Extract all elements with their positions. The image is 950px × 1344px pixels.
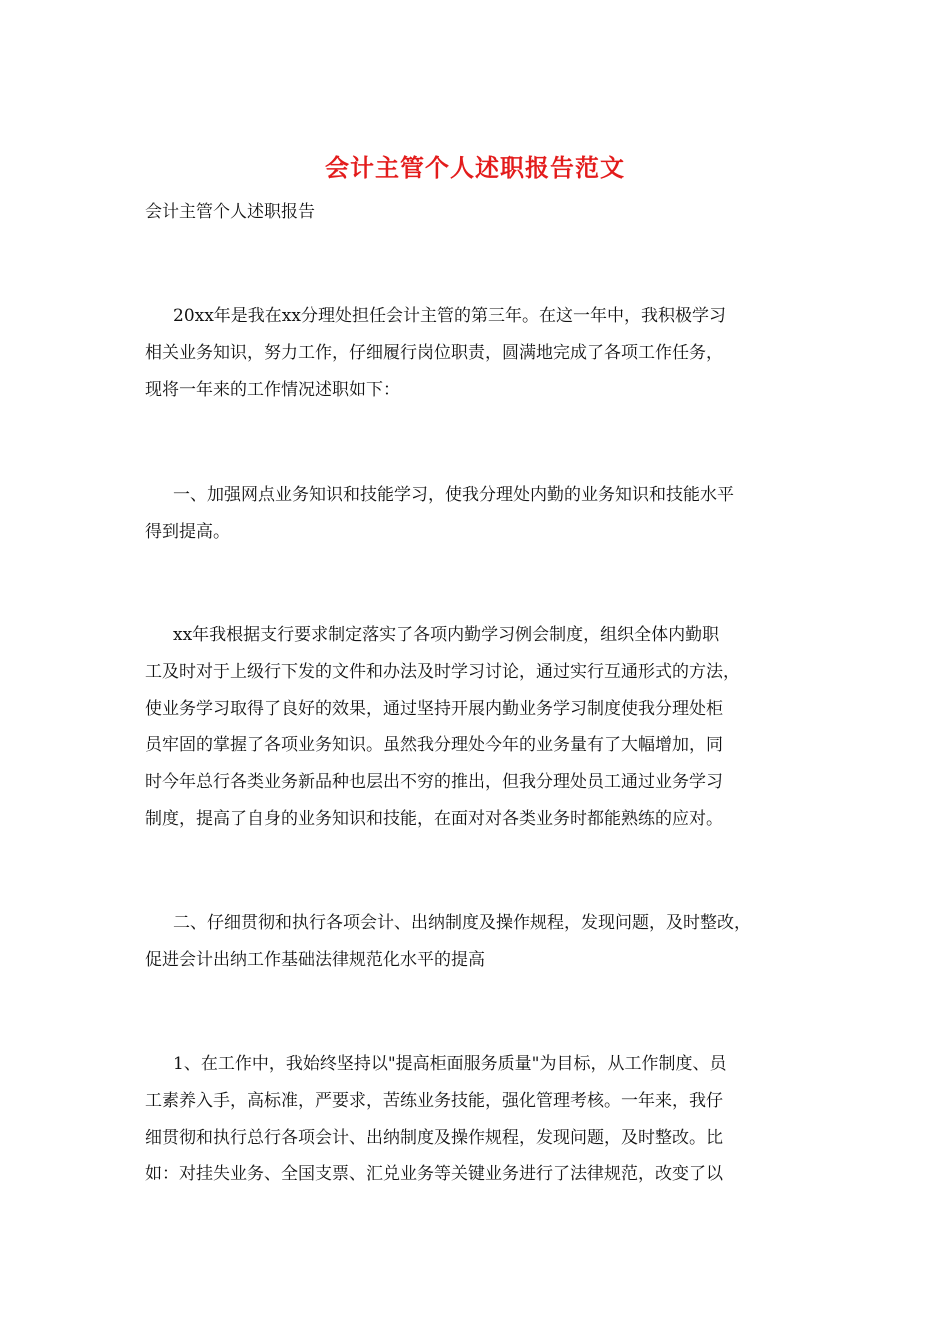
section-heading-1 [145, 477, 835, 551]
paragraph-line: 细贯彻和执行总行各项会计、出纳制度及操作规程，发现问题，及时整改。比 [145, 1127, 723, 1148]
paragraph-line: 20xx年是我在xx分理处担任会计主管的第三年。在这一年中，我积极学习 [173, 306, 726, 326]
paragraph-line: 二、仔细贯彻和执行各项会计、出纳制度及操作规程，发现问题，及时整改， [173, 913, 751, 933]
paragraph-line: 得到提高。 [145, 521, 230, 542]
paragraph-line: 使业务学习取得了良好的效果，通过坚持开展内勤业务学习制度使我分理处柜 [145, 698, 723, 719]
paragraph-line: 相关业务知识，努力工作，仔细履行岗位职责，圆满地完成了各项工作任务， [145, 342, 723, 363]
paragraph-line: 促进会计出纳工作基础法律规范化水平的提高 [145, 949, 485, 970]
paragraph-line: 一、加强网点业务知识和技能学习，使我分理处内勤的业务知识和技能水平 [173, 485, 734, 505]
paragraph-line: 现将一年来的工作情况述职如下： [145, 379, 400, 400]
paragraph-line: xx年我根据支行要求制定落实了各项内勤学习例会制度，组织全体内勤职 [173, 625, 720, 645]
paragraph-line: 工及时对于上级行下发的文件和办法及时学习讨论，通过实行互通形式的方法， [145, 661, 740, 682]
document-title: 会计主管个人述职报告范文 [325, 153, 625, 182]
paragraph-line: 制度，提高了自身的业务知识和技能，在面对对各类业务时都能熟练的应对。 [145, 808, 723, 829]
paragraph-study [145, 617, 835, 838]
section-heading-2 [145, 905, 835, 979]
paragraph-line: 1、在工作中，我始终坚持以"提高柜面服务质量"为目标，从工作制度、员 [173, 1054, 727, 1074]
paragraph-line: 员牢固的掌握了各项业务知识。虽然我分理处今年的业务量有了大幅增加，同 [145, 735, 723, 756]
paragraph-line: 时今年总行各类业务新品种也层出不穷的推出，但我分理处员工通过业务学习 [145, 772, 723, 793]
document-subtitle: 会计主管个人述职报告 [145, 202, 315, 222]
paragraph-intro [145, 298, 835, 408]
paragraph-line: 工素养入手，高标准，严要求，苦练业务技能，强化管理考核。一年来，我仔 [145, 1090, 723, 1111]
paragraph-item-1 [145, 1046, 835, 1193]
paragraph-line: 如：对挂失业务、全国支票、汇兑业务等关键业务进行了法律规范，改变了以 [145, 1164, 723, 1185]
